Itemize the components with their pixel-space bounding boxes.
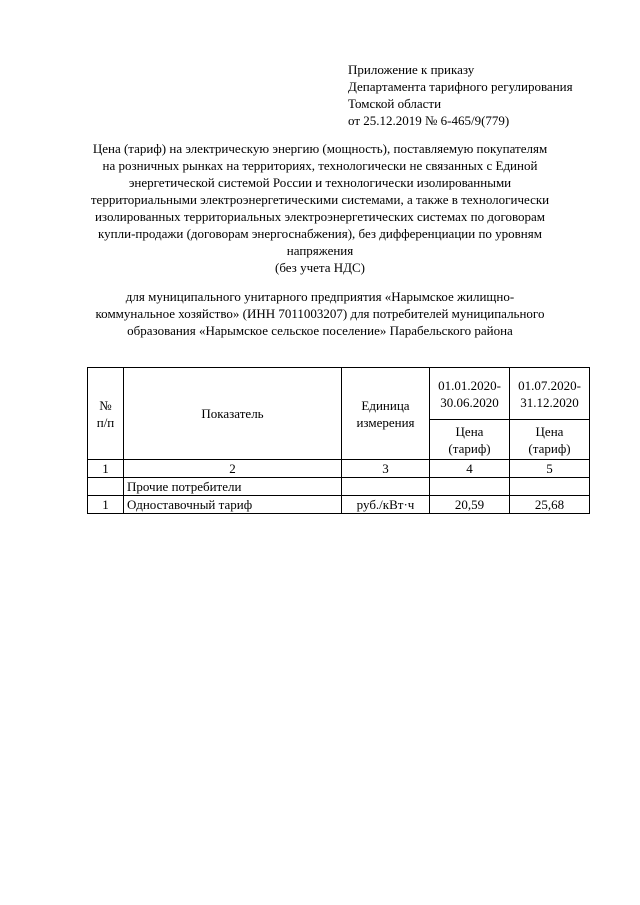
header-price-line: Цена (535, 423, 564, 439)
row-price-1: 20,59 (430, 496, 510, 514)
title-line: изолированных территориальных электроэнергетических системах по договорам (94, 209, 546, 224)
numbering-cell: 1 (88, 460, 124, 478)
header-period-1 (430, 368, 510, 420)
appendix-line: Департамента тарифного регулирования (348, 79, 573, 94)
numbering-cell: 3 (342, 460, 430, 478)
header-num-line: п/п (96, 414, 115, 430)
document-title (60, 140, 580, 276)
header-period-2 (510, 368, 590, 420)
appendix-block (348, 61, 608, 129)
tariff-table (87, 367, 590, 514)
header-unit-line: Единица (361, 397, 410, 413)
group-empty-cell (510, 478, 590, 496)
appendix-line: от 25.12.2019 № 6-465/9(779) (348, 113, 510, 128)
header-price-line: (тариф) (448, 440, 491, 456)
subtitle-line: образования «Нарымское сельское поселение» Парабельского района (127, 323, 513, 338)
title-line: напряжения (286, 243, 354, 258)
group-label: Прочие потребители (124, 478, 342, 496)
row-num: 1 (88, 496, 124, 514)
header-period-line: 01.07.2020- (518, 377, 581, 393)
title-line: Цена (тариф) на электрическую энергию (мощность), поставляемую покупателям (92, 141, 548, 156)
document-subtitle (60, 288, 580, 339)
title-line: (без учета НДС) (274, 260, 365, 275)
title-line: энергетической системой России и технологически изолированными (128, 175, 512, 190)
row-price-2: 25,68 (510, 496, 590, 514)
table-header-row (88, 368, 590, 420)
header-indicator: Показатель (124, 368, 342, 460)
header-period-line: 30.06.2020 (440, 394, 499, 410)
appendix-line: Приложение к приказу (348, 62, 475, 77)
group-empty-cell (430, 478, 510, 496)
header-price-line: Цена (455, 423, 484, 439)
header-num-line: № (99, 397, 112, 413)
header-price-2 (510, 420, 590, 460)
appendix-line: Томской области (348, 96, 442, 111)
table-numbering-row (88, 460, 590, 478)
row-indicator: Одноставочный тариф (124, 496, 342, 514)
header-unit-line: измерения (356, 414, 415, 430)
numbering-cell: 2 (124, 460, 342, 478)
header-period-line: 01.01.2020- (438, 377, 501, 393)
title-line: купли-продажи (договорам энергоснабжения), без дифференциации по уровням (98, 226, 542, 241)
table-group-row (88, 478, 590, 496)
numbering-cell: 4 (430, 460, 510, 478)
header-num (88, 368, 124, 460)
table-row (88, 496, 590, 514)
group-empty-cell (88, 478, 124, 496)
group-empty-cell (342, 478, 430, 496)
header-price-line: (тариф) (528, 440, 571, 456)
row-unit: руб./кВт·ч (342, 496, 430, 514)
header-price-1 (430, 420, 510, 460)
header-unit (342, 368, 430, 460)
header-period-line: 31.12.2020 (520, 394, 579, 410)
subtitle-line: коммунальное хозяйство» (ИНН 7011003207) для потребителей муниципального (95, 306, 545, 321)
title-line: территориальными электроэнергетическими системами, а также в технологически (90, 192, 550, 207)
numbering-cell: 5 (510, 460, 590, 478)
subtitle-line: для муниципального унитарного предприятия «Нарымское жилищно- (125, 289, 515, 304)
title-line: на розничных рынках на территориях, технологически не связанных с Единой (102, 158, 538, 173)
